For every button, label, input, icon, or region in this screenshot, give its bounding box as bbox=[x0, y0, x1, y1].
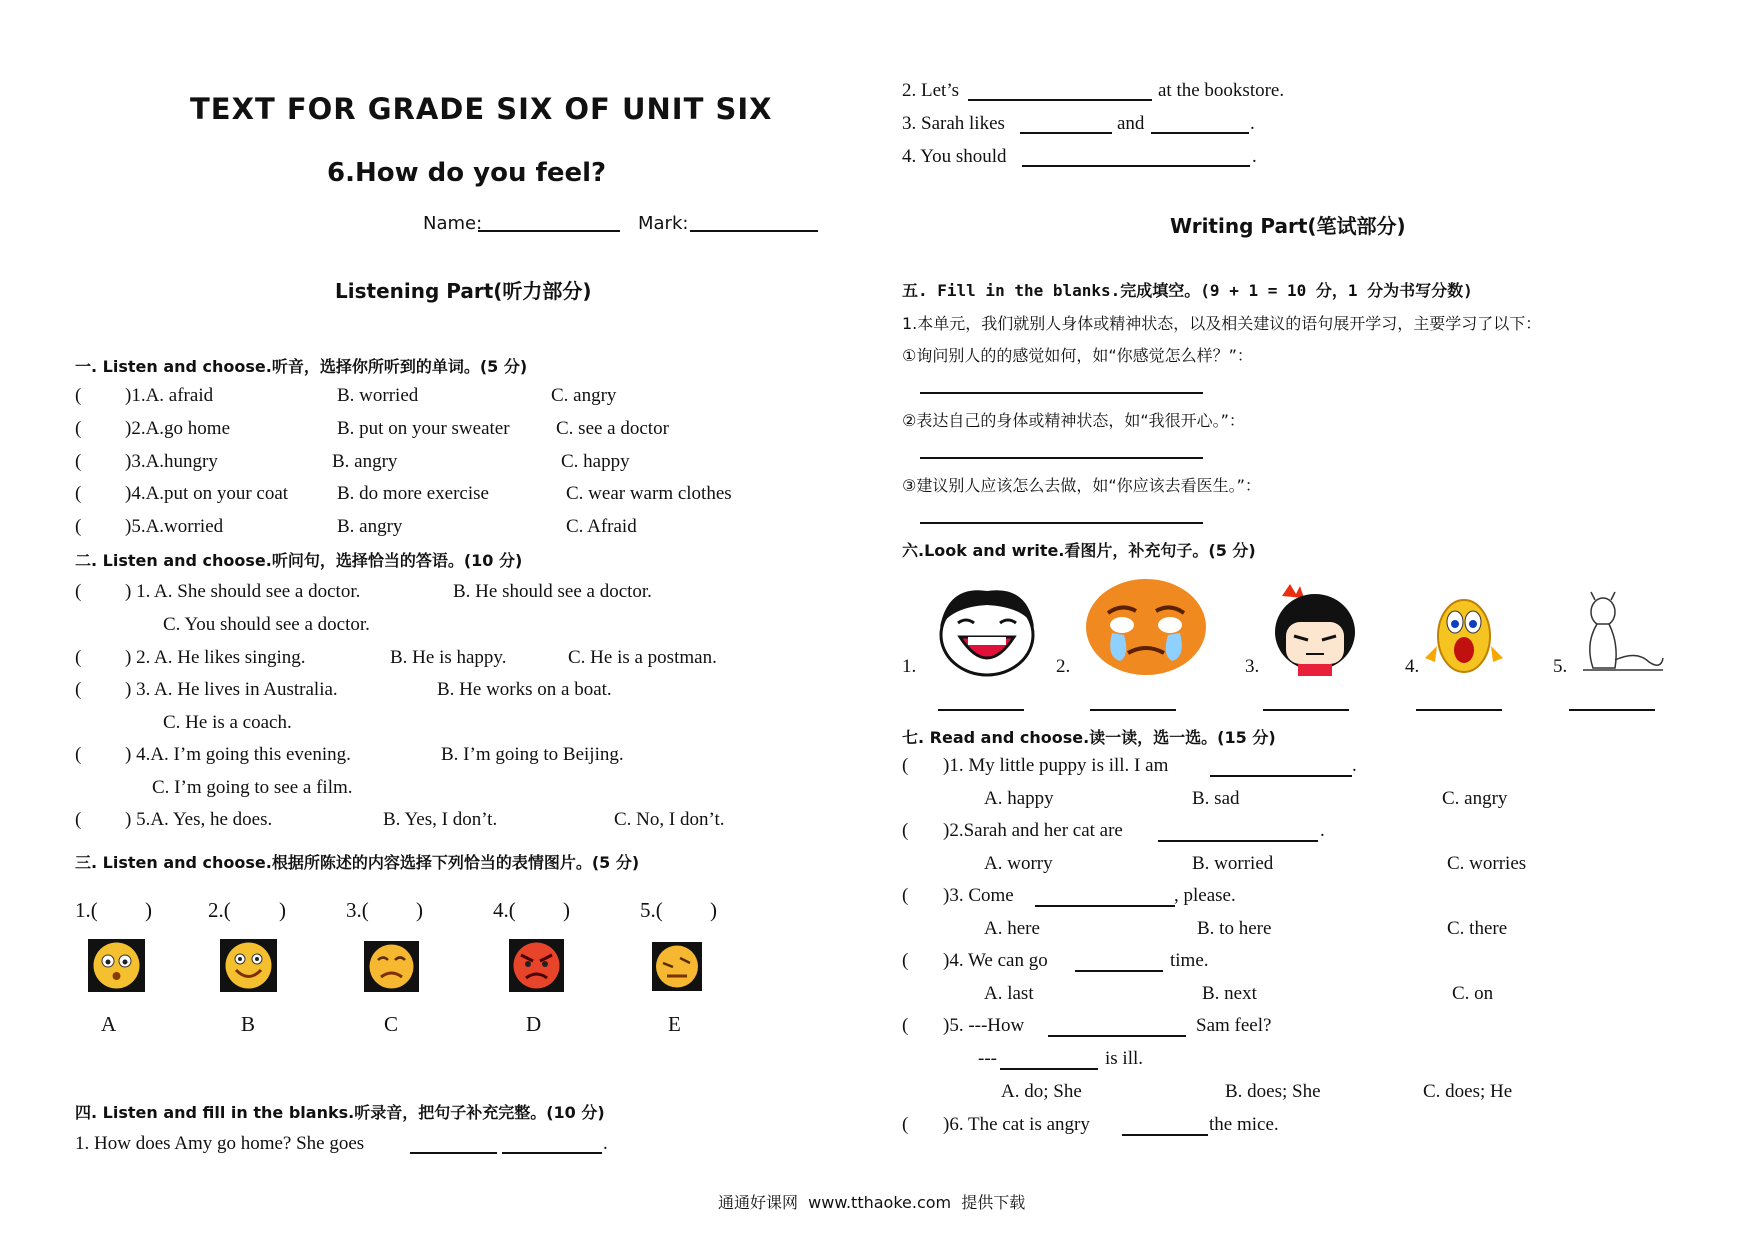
s2-q5-c: C. No, I don’t. bbox=[614, 809, 725, 830]
s7-q3-opt-c: C. there bbox=[1447, 918, 1508, 939]
s3-letter-c: C bbox=[384, 1012, 399, 1036]
footer-source: 通通好课网 www.tthaoke.com 提供下载 bbox=[718, 1193, 1026, 1212]
s3-slot-5: 5.( bbox=[640, 898, 663, 922]
section-7-heading: 七. Read and choose.读一读，选一选。(15 分) bbox=[902, 728, 1276, 747]
angry-girl-icon bbox=[1268, 582, 1362, 677]
s2-q1-a: ) 1. A. She should see a doctor. bbox=[125, 581, 361, 602]
s2-q4-c: C. I’m going to see a film. bbox=[152, 777, 353, 798]
s6-label-5: 5. bbox=[1553, 656, 1568, 677]
s7-q5-blank[interactable] bbox=[1048, 1035, 1186, 1037]
s1-row-1-b: B. worried bbox=[337, 385, 419, 406]
mark-blank[interactable] bbox=[690, 230, 818, 232]
s7-q6-end: the mice. bbox=[1209, 1114, 1279, 1135]
s2-q1-c: C. You should see a doctor. bbox=[163, 614, 370, 635]
s7-q1-opt-c: C. angry bbox=[1442, 788, 1508, 809]
s6-blank-2[interactable] bbox=[1090, 709, 1176, 711]
s7-q2: )2.Sarah and her cat are bbox=[943, 820, 1123, 841]
s1-row-1-a: )1.A. afraid bbox=[125, 385, 214, 406]
worried-face-icon bbox=[652, 942, 702, 991]
s1-row-2-paren: ( bbox=[75, 418, 82, 439]
s7-q2-opt-c: C. worries bbox=[1447, 853, 1527, 874]
s7-q1-end: . bbox=[1352, 755, 1357, 776]
s4-q3-end: . bbox=[1250, 113, 1255, 134]
s2-q3-a: ) 3. A. He lives in Australia. bbox=[125, 679, 338, 700]
s7-q4-end: time. bbox=[1170, 950, 1209, 971]
s7-q3: )3. Come bbox=[943, 885, 1014, 906]
s7-q4-paren: ( bbox=[902, 950, 909, 971]
scared-mouse-icon bbox=[1575, 590, 1665, 672]
laughing-girl-icon bbox=[928, 585, 1046, 677]
section-4-heading: 四. Listen and fill in the blanks.听录音，把句子补充完整。(10 分) bbox=[75, 1103, 605, 1122]
s7-q3-blank[interactable] bbox=[1035, 905, 1175, 907]
name-blank[interactable] bbox=[478, 230, 620, 232]
s6-blank-3[interactable] bbox=[1263, 709, 1349, 711]
s1-row-4-b: B. do more exercise bbox=[337, 483, 489, 504]
s7-q4-blank[interactable] bbox=[1075, 970, 1163, 972]
s2-q4-b: B. I’m going to Beijing. bbox=[441, 744, 624, 765]
s3-slot-4-close: ) bbox=[563, 898, 570, 922]
scared-egg-icon bbox=[1423, 588, 1505, 676]
s2-q4-paren: ( bbox=[75, 744, 82, 765]
s4-q2-blank[interactable] bbox=[968, 99, 1152, 101]
name-label: Name: bbox=[423, 213, 483, 234]
s5-item-3: ③建议别人应该怎么去做，如“你应该去看医生。”： bbox=[902, 476, 1261, 495]
s3-letter-e: E bbox=[668, 1012, 681, 1036]
s5-item-2-blank[interactable] bbox=[920, 457, 1203, 459]
s1-row-3-b: B. angry bbox=[332, 451, 398, 472]
s7-q2-end: . bbox=[1320, 820, 1325, 841]
s4-q1-end: . bbox=[603, 1133, 608, 1154]
s2-q3-b: B. He works on a boat. bbox=[437, 679, 612, 700]
s3-slot-2: 2.( bbox=[208, 898, 231, 922]
s1-row-4-paren: ( bbox=[75, 483, 82, 504]
s1-row-5-c: C. Afraid bbox=[566, 516, 637, 537]
writing-heading: Writing Part(笔试部分) bbox=[1170, 214, 1406, 238]
s7-q5-end: Sam feel? bbox=[1196, 1015, 1272, 1036]
s7-q3-opt-b: B. to here bbox=[1197, 918, 1272, 939]
s7-q5-opt-a: A. do; She bbox=[1001, 1081, 1082, 1102]
s4-q4-blank[interactable] bbox=[1022, 165, 1250, 167]
s2-q3-paren: ( bbox=[75, 679, 82, 700]
s4-q3-blank-1[interactable] bbox=[1020, 132, 1112, 134]
section-2-heading: 二. Listen and choose.听问句，选择恰当的答语。(10 分) bbox=[75, 551, 523, 570]
s2-q1-b: B. He should see a doctor. bbox=[453, 581, 652, 602]
s4-q3-and: and bbox=[1117, 113, 1145, 134]
s1-row-2-a: )2.A.go home bbox=[125, 418, 231, 439]
s7-q5-opt-c: C. does; He bbox=[1423, 1081, 1513, 1102]
s1-row-2-b: B. put on your sweater bbox=[337, 418, 510, 439]
s2-q5-paren: ( bbox=[75, 809, 82, 830]
s2-q5-a: ) 5.A. Yes, he does. bbox=[125, 809, 273, 830]
s4-q2-end: at the bookstore. bbox=[1158, 80, 1285, 101]
s4-q1-blank-1[interactable] bbox=[410, 1152, 497, 1154]
s1-row-3-a: )3.A.hungry bbox=[125, 451, 218, 472]
s3-slot-4: 4.( bbox=[493, 898, 516, 922]
s6-blank-4[interactable] bbox=[1416, 709, 1502, 711]
s5-item-2: ②表达自己的身体或精神状态，如“我很开心。”： bbox=[902, 411, 1245, 430]
s5-item-1-blank[interactable] bbox=[920, 392, 1203, 394]
s7-q3-end: , please. bbox=[1174, 885, 1236, 906]
s7-q6: )6. The cat is angry bbox=[943, 1114, 1090, 1135]
crying-face-icon bbox=[1082, 577, 1210, 677]
s2-q2-b: B. He is happy. bbox=[390, 647, 507, 668]
s6-label-2: 2. bbox=[1056, 656, 1071, 677]
s1-row-5-a: )5.A.worried bbox=[125, 516, 224, 537]
s6-label-3: 3. bbox=[1245, 656, 1260, 677]
s7-q1-opt-b: B. sad bbox=[1192, 788, 1240, 809]
s7-q3-paren: ( bbox=[902, 885, 909, 906]
s4-q1-blank-2[interactable] bbox=[502, 1152, 602, 1154]
s7-q4-opt-a: A. last bbox=[984, 983, 1034, 1004]
s3-slot-1: 1.( bbox=[75, 898, 98, 922]
s7-q5-opt-b: B. does; She bbox=[1225, 1081, 1321, 1102]
s7-q5b-end: is ill. bbox=[1105, 1048, 1144, 1069]
s3-slot-5-close: ) bbox=[710, 898, 717, 922]
s4-q3-blank-2[interactable] bbox=[1151, 132, 1249, 134]
s1-row-4-c: C. wear warm clothes bbox=[566, 483, 732, 504]
s1-row-3-c: C. happy bbox=[561, 451, 630, 472]
s5-item-3-blank[interactable] bbox=[920, 522, 1203, 524]
s6-blank-5[interactable] bbox=[1569, 709, 1655, 711]
s7-q5b: --- bbox=[978, 1048, 997, 1069]
s3-slot-2-close: ) bbox=[279, 898, 286, 922]
s7-q5: )5. ---How bbox=[943, 1015, 1025, 1036]
s1-row-2-c: C. see a doctor bbox=[556, 418, 669, 439]
s6-label-1: 1. bbox=[902, 656, 917, 677]
s7-q2-opt-b: B. worried bbox=[1192, 853, 1274, 874]
s2-q2-paren: ( bbox=[75, 647, 82, 668]
s7-q1: )1. My little puppy is ill. I am bbox=[943, 755, 1169, 776]
s7-q1-blank[interactable] bbox=[1210, 775, 1352, 777]
s2-q5-b: B. Yes, I don’t. bbox=[383, 809, 498, 830]
s6-label-4: 4. bbox=[1405, 656, 1420, 677]
mark-label: Mark: bbox=[638, 213, 689, 234]
s7-q4-opt-b: B. next bbox=[1202, 983, 1257, 1004]
s1-row-5-paren: ( bbox=[75, 516, 82, 537]
s1-row-4-a: )4.A.put on your coat bbox=[125, 483, 289, 504]
s5-intro: 1.本单元，我们就别人身体或精神状态，以及相关建议的语句展开学习，主要学习了以下： bbox=[902, 314, 1542, 333]
s2-q2-c: C. He is a postman. bbox=[568, 647, 717, 668]
page-subtitle: 6.How do you feel? bbox=[327, 158, 607, 188]
sad-face-icon bbox=[364, 941, 419, 992]
s5-item-1: ①询问别人的的感觉如何，如“你感觉怎么样？”： bbox=[902, 346, 1253, 365]
s7-q5b-blank[interactable] bbox=[1000, 1068, 1098, 1070]
s1-row-1-c: C. angry bbox=[551, 385, 617, 406]
s3-letter-d: D bbox=[526, 1012, 542, 1036]
s7-q4-opt-c: C. on bbox=[1452, 983, 1494, 1004]
s7-q1-opt-a: A. happy bbox=[984, 788, 1054, 809]
listening-heading: Listening Part(听力部分) bbox=[335, 279, 592, 303]
s2-q4-a: ) 4.A. I’m going this evening. bbox=[125, 744, 351, 765]
s3-slot-3-close: ) bbox=[416, 898, 423, 922]
s1-row-1-paren: ( bbox=[75, 385, 82, 406]
s4-q2: 2. Let’s bbox=[902, 80, 959, 101]
happy-face-icon bbox=[220, 939, 277, 992]
s7-q4: )4. We can go bbox=[943, 950, 1048, 971]
s4-q4: 4. You should bbox=[902, 146, 1007, 167]
s7-q2-blank[interactable] bbox=[1158, 840, 1318, 842]
s7-q6-blank[interactable] bbox=[1122, 1134, 1208, 1136]
s2-q1-paren: ( bbox=[75, 581, 82, 602]
s4-q1: 1. How does Amy go home? She goes bbox=[75, 1133, 365, 1154]
s1-row-3-paren: ( bbox=[75, 451, 82, 472]
s1-row-5-b: B. angry bbox=[337, 516, 403, 537]
s7-q2-paren: ( bbox=[902, 820, 909, 841]
s3-slot-1-close: ) bbox=[145, 898, 152, 922]
page-title: TEXT FOR GRADE SIX OF UNIT SIX bbox=[190, 92, 773, 126]
section-6-heading: 六.Look and write.看图片，补充句子。(5 分) bbox=[902, 541, 1256, 560]
s7-q2-opt-a: A. worry bbox=[984, 853, 1053, 874]
s7-q1-paren: ( bbox=[902, 755, 909, 776]
s7-q5-paren: ( bbox=[902, 1015, 909, 1036]
section-5-heading: 五. Fill in the blanks.完成填空。(9 + 1 = 10 分，1 分为书写分数) bbox=[902, 281, 1473, 300]
angry-face-icon bbox=[509, 939, 564, 992]
s3-letter-a: A bbox=[101, 1012, 117, 1036]
s3-slot-3: 3.( bbox=[346, 898, 369, 922]
s4-q4-end: . bbox=[1252, 146, 1257, 167]
s2-q3-c: C. He is a coach. bbox=[163, 712, 292, 733]
surprised-face-icon bbox=[88, 939, 145, 992]
s3-letter-b: B bbox=[241, 1012, 256, 1036]
section-3-heading: 三. Listen and choose.根据所陈述的内容选择下列恰当的表情图片。(5 分) bbox=[75, 853, 640, 872]
s6-blank-1[interactable] bbox=[938, 709, 1024, 711]
s7-q6-paren: ( bbox=[902, 1114, 909, 1135]
s4-q3: 3. Sarah likes bbox=[902, 113, 1005, 134]
s7-q3-opt-a: A. here bbox=[984, 918, 1040, 939]
s2-q2-a: ) 2. A. He likes singing. bbox=[125, 647, 306, 668]
section-1-heading: 一. Listen and choose.听音，选择你所听到的单词。(5 分) bbox=[75, 357, 528, 376]
